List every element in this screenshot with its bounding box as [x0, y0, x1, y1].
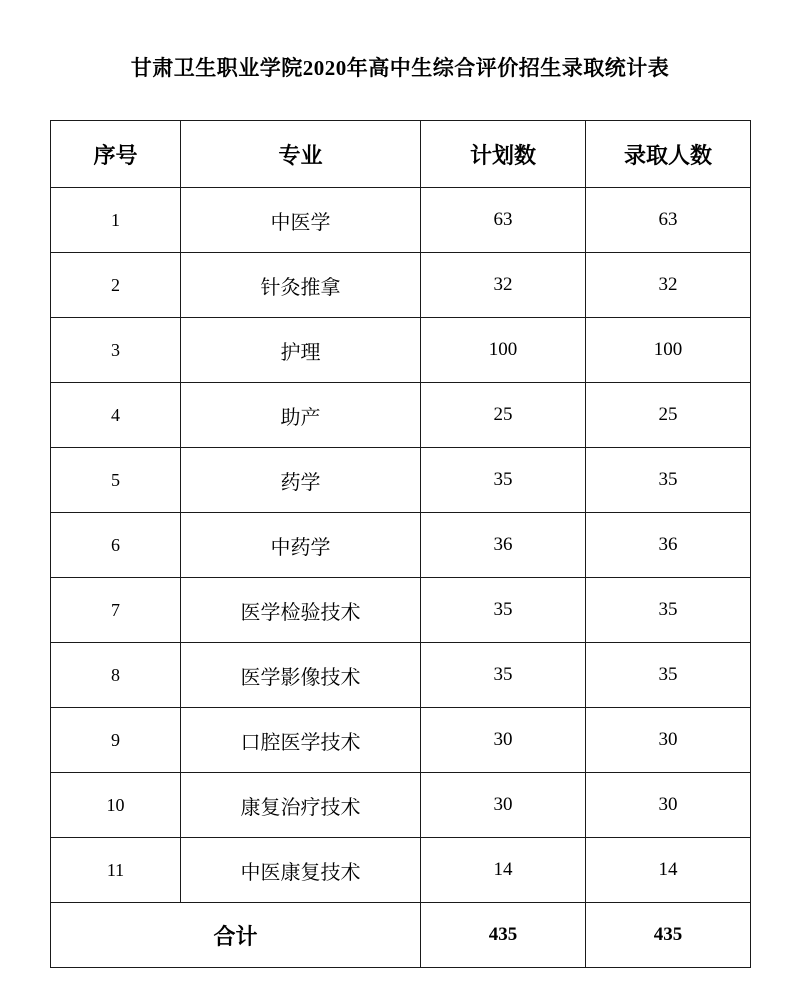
cell-plan: 100 [421, 318, 586, 383]
cell-admitted: 100 [586, 318, 751, 383]
cell-major: 针灸推拿 [181, 253, 421, 318]
column-header-plan: 计划数 [421, 121, 586, 188]
table-row [51, 318, 751, 383]
cell-admitted: 35 [586, 578, 751, 643]
cell-index: 11 [51, 838, 181, 903]
cell-major: 医学影像技术 [181, 643, 421, 708]
cell-plan: 30 [421, 708, 586, 773]
table-row [51, 838, 751, 903]
cell-index: 6 [51, 513, 181, 578]
cell-admitted: 36 [586, 513, 751, 578]
cell-admitted: 30 [586, 708, 751, 773]
cell-major: 助产 [181, 383, 421, 448]
cell-admitted: 30 [586, 773, 751, 838]
cell-admitted: 32 [586, 253, 751, 318]
cell-plan: 30 [421, 773, 586, 838]
cell-plan: 36 [421, 513, 586, 578]
cell-major: 药学 [181, 448, 421, 513]
column-header-admitted: 录取人数 [586, 121, 751, 188]
cell-major: 医学检验技术 [181, 578, 421, 643]
cell-index: 5 [51, 448, 181, 513]
cell-index: 4 [51, 383, 181, 448]
cell-index: 1 [51, 188, 181, 253]
cell-admitted: 35 [586, 448, 751, 513]
table-body [51, 188, 751, 968]
statistics-table [50, 120, 751, 968]
column-header-index: 序号 [51, 121, 181, 188]
table-row [51, 253, 751, 318]
cell-index: 3 [51, 318, 181, 383]
cell-total-label: 合计 [51, 903, 421, 968]
cell-plan: 35 [421, 643, 586, 708]
cell-major: 康复治疗技术 [181, 773, 421, 838]
cell-major: 口腔医学技术 [181, 708, 421, 773]
cell-total-plan: 435 [421, 903, 586, 968]
cell-admitted: 25 [586, 383, 751, 448]
cell-plan: 14 [421, 838, 586, 903]
table-row [51, 513, 751, 578]
cell-admitted: 35 [586, 643, 751, 708]
table-row [51, 773, 751, 838]
cell-index: 7 [51, 578, 181, 643]
table-header [51, 121, 751, 188]
column-header-major: 专业 [181, 121, 421, 188]
table-header-row [51, 121, 751, 188]
table-row [51, 643, 751, 708]
cell-plan: 32 [421, 253, 586, 318]
cell-total-admitted: 435 [586, 903, 751, 968]
table-row [51, 383, 751, 448]
table-row [51, 188, 751, 253]
page-title: 甘肃卫生职业学院2020年高中生综合评价招生录取统计表 [130, 56, 670, 80]
cell-index: 9 [51, 708, 181, 773]
cell-plan: 25 [421, 383, 586, 448]
table-total-row [51, 903, 751, 968]
table-row [51, 708, 751, 773]
table-row [51, 448, 751, 513]
cell-major: 中医康复技术 [181, 838, 421, 903]
cell-admitted: 63 [586, 188, 751, 253]
cell-major: 中药学 [181, 513, 421, 578]
table-row [51, 578, 751, 643]
cell-major: 中医学 [181, 188, 421, 253]
cell-plan: 35 [421, 578, 586, 643]
cell-admitted: 14 [586, 838, 751, 903]
cell-plan: 35 [421, 448, 586, 513]
cell-index: 2 [51, 253, 181, 318]
cell-index: 10 [51, 773, 181, 838]
cell-major: 护理 [181, 318, 421, 383]
statistics-table-container [50, 82, 750, 968]
cell-index: 8 [51, 643, 181, 708]
cell-plan: 63 [421, 188, 586, 253]
